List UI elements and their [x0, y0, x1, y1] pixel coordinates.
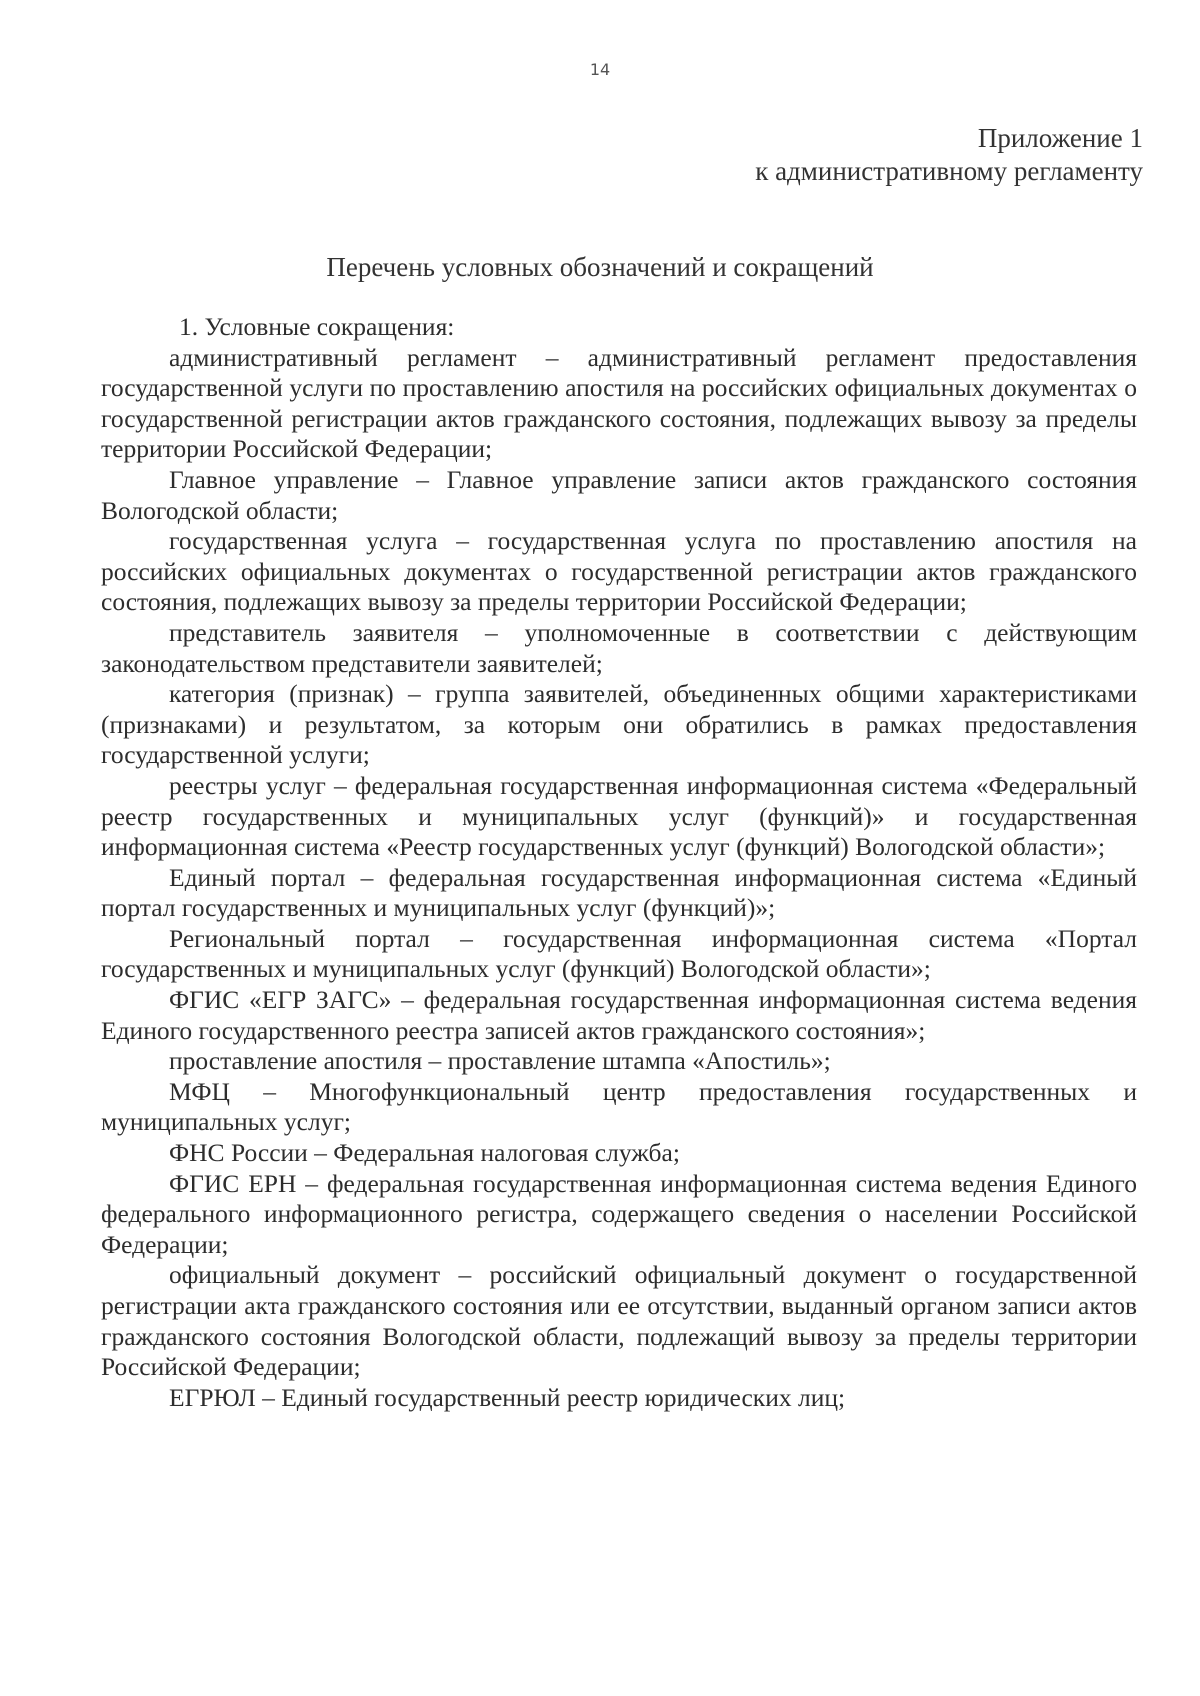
definition-paragraph: Единый портал – федеральная государственная информационная система «Единый портал государственных и муниципальных услуг (функций)»;	[101, 862, 1137, 923]
definition-paragraph: Региональный портал – государственная информационная система «Портал государственных и муниципальных услуг (функций) Вологодской области»;	[101, 923, 1137, 984]
definition-paragraph: ЕГРЮЛ – Единый государственный реестр юридических лиц;	[169, 1382, 846, 1412]
appendix-note	[755, 122, 1143, 188]
definition-paragraph: МФЦ – Многофункциональный центр предоставления государственных и муниципальных услуг;	[101, 1076, 1137, 1137]
section-heading: 1. Условные сокращения:	[179, 312, 455, 341]
page-number: 14	[589, 60, 611, 79]
appendix-line-2: к административному регламенту	[755, 156, 1143, 186]
definition-paragraph: официальный документ – российский официальный документ о государственной регистрации акта гражданского состояния или ее отсутствии, выданный органом записи актов гражданского состояния Вологодской области, подлежащий вывозу за пределы территории Российской Федерации;	[101, 1260, 1137, 1382]
definition-paragraph: Главное управление – Главное управление записи актов гражданского состояния Вологодской области;	[101, 464, 1137, 525]
definition-paragraph: категория (признак) – группа заявителей, объединенных общими характеристиками (признаками) и результатом, за которым они обратились в рамках предоставления государственной услуги;	[101, 679, 1137, 770]
definition-paragraph: государственная услуга – государственная услуга по проставлению апостиля на российских официальных документах о государственной регистрации актов гражданского состояния, подлежащих вывозу за пределы территории Российской Федерации;	[101, 526, 1137, 617]
document-body	[101, 312, 1137, 1413]
definition-paragraph: ФГИС ЕРН – федеральная государственная информационная система ведения Единого федерального информационного регистра, содержащего сведения о населении Российской Федерации;	[101, 1168, 1137, 1259]
definition-paragraph: ФГИС «ЕГР ЗАГС» – федеральная государственная информационная система ведения Единого государственного реестра записей актов гражданского состояния»;	[101, 985, 1137, 1045]
document-title: Перечень условных обозначений и сокращений	[326, 252, 874, 282]
appendix-line-1: Приложение 1	[977, 123, 1143, 153]
definition-paragraph: проставление апостиля – проставление штампа «Апостиль»;	[169, 1046, 831, 1076]
definition-paragraph: представитель заявителя – уполномоченные в соответствии с действующим законодательством представители заявителей;	[101, 617, 1137, 678]
definition-paragraph: ФНС России – Федеральная налоговая служба;	[169, 1138, 680, 1168]
definition-paragraph: административный регламент – административный регламент предоставления государственной услуги по проставлению апостиля на российских официальных документах о государственной регистрации актов гражданского состояния, подлежащих вывозу за пределы территории Российской Федерации;	[101, 342, 1137, 464]
definition-paragraph: реестры услуг – федеральная государственная информационная система «Федеральный реестр государственных и муниципальных услуг (функций)» и государственная информационная система «Реестр государственных услуг (функций) Вологодской области»;	[101, 770, 1137, 862]
